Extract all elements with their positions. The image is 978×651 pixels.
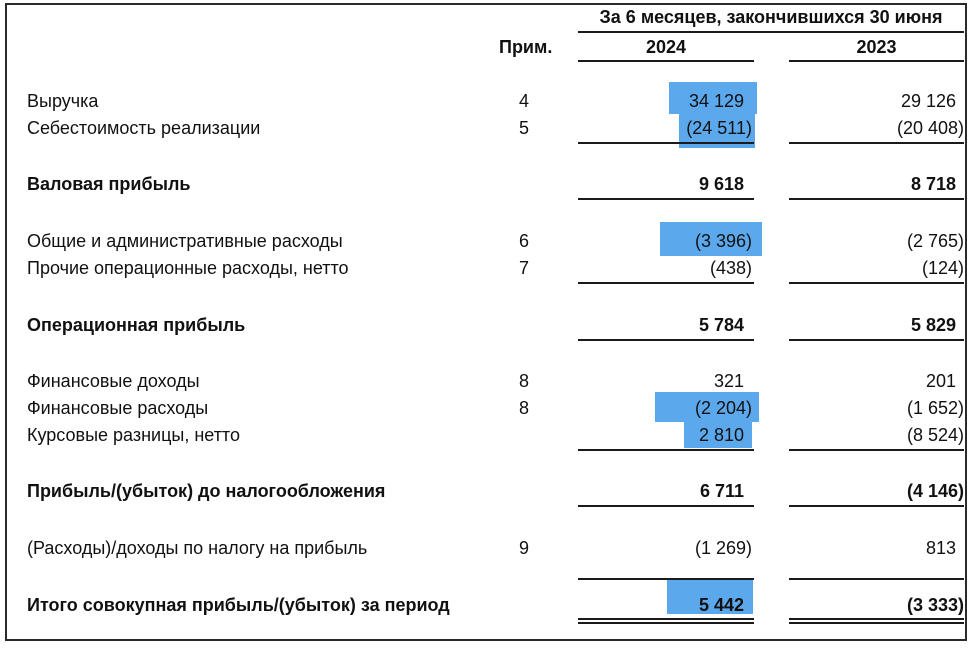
year-2023-underline — [789, 60, 964, 62]
row-value-2024: (438) — [709, 258, 752, 278]
period-header: За 6 месяцев, закончившихся 30 июня — [599, 7, 943, 27]
row-value-2023: (3 333) — [906, 595, 964, 615]
row-note: 9 — [518, 538, 529, 558]
subtotal-line-2023 — [789, 578, 964, 580]
row-value-2023: 29 126 — [900, 91, 956, 111]
subtotal-line-2023 — [789, 449, 964, 451]
row-value-2024: 321 — [713, 371, 744, 391]
row-value-2024: 5 784 — [698, 315, 744, 335]
year-2023-header: 2023 — [856, 37, 897, 57]
row-value-2023: (124) — [921, 258, 964, 278]
year-2024-underline — [578, 60, 754, 62]
subtotal-line-2023 — [789, 282, 964, 284]
subtotal-line-2024 — [578, 198, 754, 200]
row-value-2023: (2 765) — [906, 231, 964, 251]
subtotal-line-2023 — [789, 142, 964, 144]
row-note: 4 — [518, 91, 529, 111]
row-note: 6 — [518, 231, 529, 251]
row-label: Итого совокупная прибыль/(убыток) за период — [27, 595, 450, 615]
total-double-line-2023 — [789, 618, 964, 620]
row-value-2024: (1 269) — [694, 538, 752, 558]
subtotal-line-2024 — [578, 505, 754, 507]
note-column-header: Прим. — [499, 37, 553, 57]
row-value-2024: 5 442 — [698, 595, 744, 615]
row-label: Общие и административные расходы — [27, 231, 343, 251]
row-value-2024: (24 511) — [686, 118, 752, 138]
period-header-underline — [578, 31, 964, 33]
row-value-2023: (1 652) — [906, 398, 964, 418]
row-value-2023: 8 718 — [910, 174, 956, 194]
row-value-2024: (3 396) — [694, 231, 752, 251]
row-label: (Расходы)/доходы по налогу на прибыль — [27, 538, 368, 558]
row-label: Прочие операционные расходы, нетто — [27, 258, 349, 278]
row-value-2024: 9 618 — [698, 174, 744, 194]
row-value-2023: 813 — [925, 538, 956, 558]
row-note: 5 — [518, 118, 529, 138]
row-value-2023: (8 524) — [906, 425, 964, 445]
row-value-2024: (2 204) — [694, 398, 752, 418]
row-label: Выручка — [27, 91, 99, 111]
row-label: Финансовые расходы — [27, 398, 209, 418]
row-label: Финансовые доходы — [27, 371, 200, 391]
subtotal-line-2024 — [578, 142, 754, 144]
row-value-2023: (4 146) — [906, 481, 964, 501]
year-2024-header: 2024 — [645, 37, 687, 57]
row-value-2023: 5 829 — [910, 315, 956, 335]
row-label: Себестоимость реализации — [27, 118, 261, 138]
row-value-2023: (20 408) — [896, 118, 964, 138]
subtotal-line-2023 — [789, 505, 964, 507]
row-value-2024: 34 129 — [688, 91, 744, 111]
total-double-line-2024 — [578, 622, 754, 624]
row-label: Валовая прибыль — [27, 174, 191, 194]
total-double-line-2024 — [578, 618, 754, 620]
subtotal-line-2024 — [578, 578, 754, 580]
subtotal-line-2023 — [789, 339, 964, 341]
total-double-line-2023 — [789, 622, 964, 624]
row-value-2024: 6 711 — [699, 481, 744, 501]
row-value-2024: 2 810 — [698, 425, 744, 445]
subtotal-line-2024 — [578, 339, 754, 341]
subtotal-line-2023 — [789, 198, 964, 200]
row-label: Операционная прибыль — [27, 315, 246, 335]
row-note: 8 — [518, 371, 529, 391]
subtotal-line-2024 — [578, 449, 754, 451]
row-label: Курсовые разницы, нетто — [27, 425, 240, 445]
row-note: 8 — [518, 398, 529, 418]
subtotal-line-2024 — [578, 282, 754, 284]
row-note: 7 — [518, 258, 529, 278]
row-value-2023: 201 — [925, 371, 956, 391]
row-label: Прибыль/(убыток) до налогообложения — [27, 481, 386, 501]
